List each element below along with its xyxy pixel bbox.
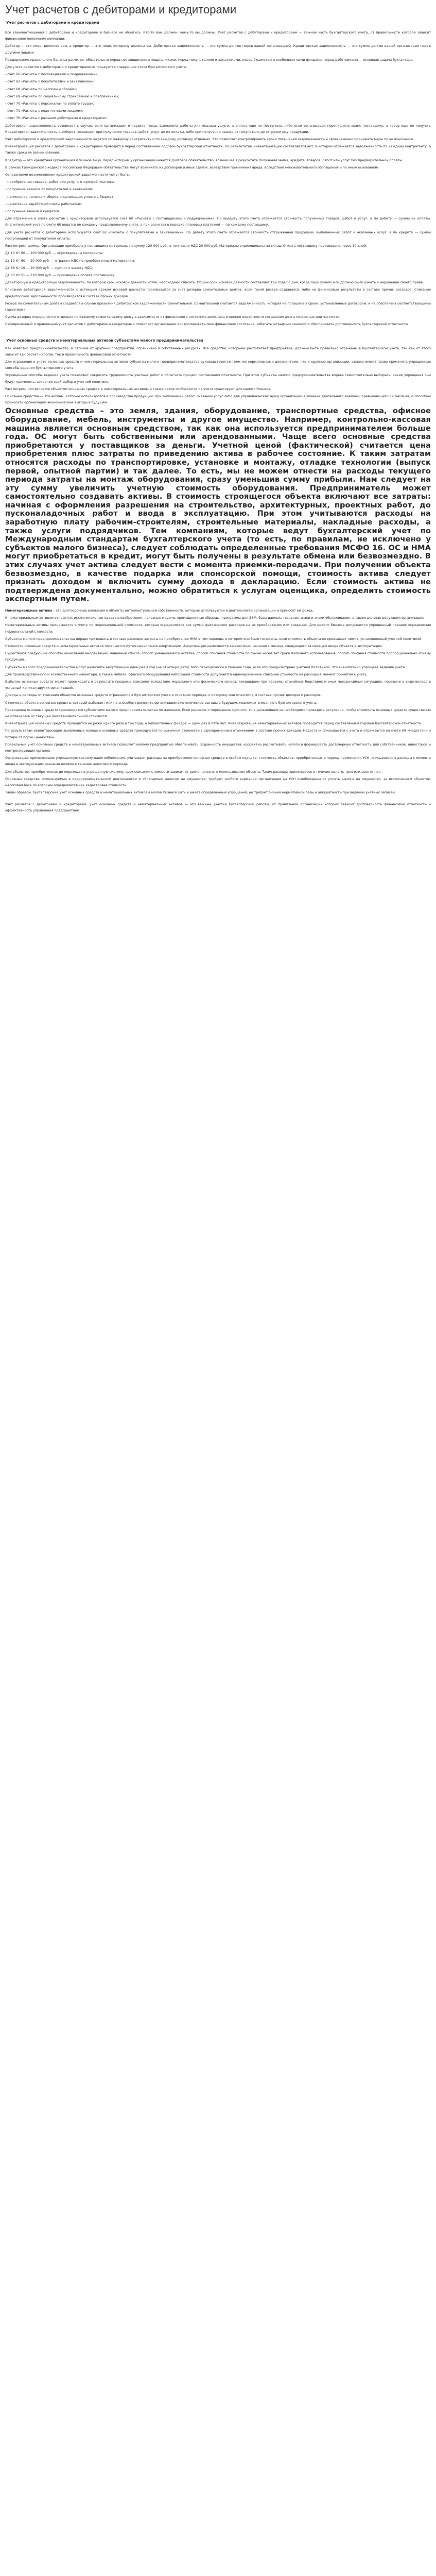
body-paragraph: Дт 60 Кт 51 — 120 000 руб. — произведена оплата поставщику. — [5, 273, 115, 277]
body-paragraph: - получение займов и кредитов. — [5, 210, 60, 214]
body-paragraph: Учет дебиторской и кредиторской задолженности ведется по каждому контрагенту и по каждому договору отдельно. Это позволяет контролировать сроки погашения задолженности и своевременно принимать меры по ее взысканию. — [5, 138, 414, 142]
body-paragraph: Выбытие основных средств может происходить в результате продажи, списания вследствие морального или физического износа, ликвидации при авариях, стихийных бедствиях и иных чрезвычайных ситуациях, передачи в виде вклада в уставный капитал других организаций. — [5, 680, 431, 690]
body-paragraph: Стоимость объекта основных средств, который выбывает или не способен приносить организации экономические выгоды в будущем, подлежит списанию с бухгалтерского учета. — [5, 701, 317, 705]
body-paragraph: Резерв по сомнительным долгам создается в случае признания дебиторской задолженности сомнительной. Сомнительной считается задолженность, которая не погашена в сроки, установленные договором, и не обеспечена соответствующими гарантиями. — [5, 301, 431, 312]
body-paragraph: По результатам инвентаризации выявленные излишки основных средств приходуются по рыночной стоимости с одновременным отражением в составе прочих доходов. Недостачи списываются с учета и отражаются на счете 94 «Недостачи и потери от порчи ценностей». — [5, 729, 431, 739]
intangible-assets-section — [5, 615, 431, 796]
body-paragraph: - счет 76 «Расчеты с разными дебиторами и кредиторами». — [5, 116, 108, 121]
highlighted-paragraph: Основные средства – это земля, здания, оборудование, транспортные средства, офисное оборудование, мебель, инструменты и другое имущество. Например, контрольно-кассовая машина является основным средством, так как она используется предпринимателем больше года. ОС могут быть собственными или арендованными. Чаще всего основные средства приобретаются у поставщиков за деньги. Учетной ценой (фактической) считается цена приобретения плюс затраты по приведению актива в рабочее состояние. К таким затратам относятся расходы по транспортировке, установке и монтажу, отладке технологии (выпуск первой, опытной партии) и так далее. То есть, мы не можем отнести на расходы текущего периода затраты на монтаж оборудования, сразу уменьшив сумму прибыли. Нам следует на эту сумму увеличить учетную стоимость оборудования. Предприниматель может самостоятельно создавать активы. В стоимость строящегося объекта включают все затраты: начиная с оформления разрешения на строительство, архитектурных, проектных работ, до пусконаладочных работ и ввода в эксплуатацию. При этом учитываются расходы на заработную плату рабочим-строителям, строительные материалы, накладные расходы, а также услуги подрядчиков. Тем компаниям, которые ведут бухгалтерский учет по Международным стандартам бухгалтерского учета (то есть, по правилам, не исключено у субъектов малого бизнеса), следует соблюдать определенные требования МСФО 16. ОС и НМА могут приобретаться в кредит, могут быть получены в результате обмена или безвозмездно. В этих случаях учет актива следует вести с момента приемки-передачи. При получении объекта безвозмездно, в качестве подарка или спонсорской помощи, стоимость актива следует признать доходом и включить сумму дохода в декларацию. Если стоимость актива не подтверждена документально, можно обратиться к услугам оценщика, определить стоимость экспертным путем. — [5, 406, 431, 604]
body-paragraph: Для учета расчетов с дебиторами и кредиторами используются следующие счета бухгалтерского учета: — [5, 65, 187, 70]
body-paragraph: Своевременный и правильный учет расчетов с дебиторами и кредиторами позволяет организации контролировать свое финансовое состояние, избегать штрафных санкций и обеспечивать достоверность бухгалтерской отчетности. — [5, 323, 409, 327]
body-paragraph: Субъекты малого предпринимательства вправе признавать в составе расходов затраты на приобретение НМА в том периоде, в котором они были понесены, если стоимость объекта не превышает лимит, установленный учетной политикой. — [5, 637, 423, 641]
body-paragraph: - счет 71 «Расчеты с подотчетными лицами»; — [5, 109, 83, 113]
body-paragraph: - приобретение товаров, работ или услуг с отсрочкой платежа; — [5, 180, 115, 184]
body-paragraph: Списание дебиторской задолженности с истекшим сроком исковой давности производится за счет резерва сомнительных долгов, если такой резерв создавался, либо на финансовые результаты в составе прочих расходов. Списание кредиторской задолженности производится в составе прочих доходов. — [5, 288, 431, 298]
fixed-assets-section — [5, 346, 431, 406]
body-paragraph: Как известно предпринимательство, в отличие от крупных предприятий, ограничено в собственных ресурсах. Все средства, которыми располагает предприятие, должны быть правильно отражены в бухгалтерском учете, так как от этого зависит как расчет налогов, так и правильность финансовой отчетности. — [5, 346, 431, 357]
body-paragraph: Инвентаризация основных средств проводится не реже одного раза в три года, а библиотечных фондов — один раз в пять лет. Инвентаризация нематериальных активов проводится перед составлением годовой бухгалтерской отчетности. — [5, 722, 422, 726]
body-paragraph: - счет 60 «Расчеты с поставщиками и подрядчиками»; — [5, 73, 99, 77]
nma-paragraph — [5, 608, 431, 614]
body-paragraph: Для отражения в учете основных средств и нематериальных активов субъекты малого предпринимательства руководствуются теми же нормативными документами, что и крупные организации, однако имеют право применять упрощенные способы ведения бухгалтерского учета. — [5, 360, 431, 370]
body-paragraph: Переоценка основных средств производится субъектами малого предпринимательства по желанию. Если решение о переоценке принято, то в дальнейшем ее необходимо проводить регулярно, чтобы стоимость основных средств существенно не отличалась от текущей (восстановительной) стоимости. — [5, 708, 431, 719]
body-paragraph: Для производственного и хозяйственного инвентаря, а также мебели, офисного оборудования небольшой стоимости допускается единовременное списание стоимости на расходы в момент принятия к учету. — [5, 672, 368, 676]
body-paragraph: Для отражения в учете расчетов с кредиторами используется счет 60 «Расчеты с поставщиками и подрядчиками». По кредиту этого счета отражается стоимость полученных товаров, работ и услуг, а по дебету — суммы их оплаты. Аналитический учет по счету 60 ведется по каждому предъявленному счету, а при расчетах в порядке плановых платежей — по каждому поставщику. — [5, 217, 431, 227]
body-paragraph: Упрощенные способы ведения учета позволяют сократить трудоемкость учетных работ и облегчить процесс составления отчетности. При этом субъекты малого предпринимательства вправе самостоятельно выбирать, какие упрощения они будут применять, закрепив свой выбор в учетной политике. — [5, 374, 431, 384]
body-paragraph: Дебиторская задолженность возникает в случае, если организация отгрузила товар, выполнила работы или оказала услуги, а оплата еще не поступила, либо если организация перечислила аванс поставщику, а товар еще не получен. Кредиторская задолженность, наоборот, возникает при получении товаров, работ, услуг до их оплаты, либо при получении аванса от покупателя до отгрузки ему продукции. — [5, 124, 431, 134]
body-paragraph: Доходы и расходы от списания объектов основных средств отражаются в бухгалтерском учете в отчетном периоде, к которому они относятся, в составе прочих доходов и расходов. — [5, 693, 321, 698]
nma-title: Нематериальные активы — [5, 609, 53, 613]
body-paragraph: Организации, применяющие упрощенную систему налогообложения, учитывают расходы на приобретение основных средств в особом порядке: стоимость объектов, приобретенных в период применения УСН, списывается в расходы с момента ввода в эксплуатацию равными долями в течение налогового периода. — [5, 756, 431, 767]
body-paragraph: - счет 70 «Расчеты с персоналом по оплате труда»; — [5, 102, 94, 106]
body-paragraph: Основные средства — это активы, которые используются в производстве продукции, при выполнении работ, оказании услуг либо для управленческих нужд организации в течение длительного времени, превышающего 12 месяцев, и способны приносить организации экономические выгоды в будущем. — [5, 394, 431, 405]
closing-paragraph: Учет расчетов с дебиторами и кредиторами, учет основных средств и нематериальных активов — это важные участки бухгалтерской работы, от правильной организации которых зависит достоверность финансовой отчетности и эффективность управления предприятием. — [5, 802, 431, 812]
body-paragraph: Дт 68 Кт 19 — 20 000 руб. — принят к вычету НДС; — [5, 266, 93, 270]
body-paragraph: Дт 10 Кт 60 — 100 000 руб. — оприходованы материалы; — [5, 251, 103, 256]
body-paragraph: Дебитор — это лицо, должное вам, а кредитор — это лицо, которому должны вы. Дебиторская задолженность — это сумма долгов перед вашей организацией. Кредиторская задолженность — это сумма долгов вашей организации перед другими лицами. — [5, 44, 431, 55]
body-paragraph: Дебиторскую и кредиторскую задолженность, по которой срок исковой давности истек, необходимо списать. Общий срок исковой давности составляет три года со дня, когда лицо узнало или должно было узнать о нарушении своего права. — [5, 281, 424, 285]
body-paragraph: - начисление заработной платы работникам; — [5, 202, 83, 206]
body-paragraph: - начисление налогов и сборов, подлежащих уплате в бюджет; — [5, 195, 115, 199]
body-paragraph: Сумма резерва определяется отдельно по каждому сомнительному долгу в зависимости от финансового состояния должника и оценки вероятности погашения долга полностью или частично. — [5, 315, 340, 319]
body-paragraph: Таким образом, бухгалтерский учет основных средств и нематериальных активов в малом бизнесе хоть и имеет определенные упрощения, но требует знания нормативной базы и аккуратности при ведении учетных записей. — [5, 791, 396, 795]
body-paragraph: Основные средства, используемые в предпринимательской деятельности и облагаемые налогом на имущество, требуют особого внимания: организации на УСН освобождены от уплаты налога на имущество, за исключением объектов, налоговая база по которым определяется как кадастровая стоимость. — [5, 777, 431, 788]
body-paragraph: - счет 62 «Расчеты с покупателями и заказчиками»; — [5, 80, 95, 84]
body-paragraph: Дт 19 Кт 60 — 20 000 руб. — отражен НДС по приобретенным материалам; — [5, 259, 135, 263]
body-paragraph: - счет 69 «Расчеты по социальному страхованию и обеспечению»; — [5, 94, 119, 98]
body-paragraph: Правильный учет основных средств и нематериальных активов позволяет малому предприятию обеспечивать сохранность имущества, корректно рассчитывать налоги и формировать достоверную отчетность для собственников, инвесторов и контролирующих органов. — [5, 742, 431, 753]
body-paragraph: Рассмотрим, что является объектом основных средств и нематериальных активов, а также какие особенности их учета существуют для малого бизнеса. — [5, 387, 272, 391]
section-heading: Учет основных средств и нематериальных активов субъектами малого предпринимательства — [6, 338, 203, 343]
article-subtitle: Учет расчетов с дебиторами и кредиторами — [6, 21, 99, 25]
nma-intro: – это долгосрочные вложения в объекты интеллектуальной собственности, которые используются в деятельности организации и приносят ей доход. — [52, 609, 314, 613]
body-paragraph: Рассмотрим пример. Организация приобрела у поставщика материалы на сумму 120 000 руб., в том числе НДС 20 000 руб. Материалы оприходованы на склад. Оплата поставщику произведена через 10 дней. — [5, 244, 367, 248]
body-paragraph: Основаниями возникновения кредиторской задолженности могут быть: — [5, 173, 130, 177]
body-paragraph: Субъекты малого предпринимательства могут начислять амортизацию один раз в год (на отчетную дату) либо периодически в течение года, если это предусмотрено учетной политикой. Это значительно упрощает ведение учета. — [5, 665, 406, 669]
page-title: Учет расчетов с дебиторами и кредиторами — [5, 3, 237, 16]
body-paragraph: - счет 68 «Расчеты по налогам и сборам»; — [5, 87, 77, 91]
body-paragraph: - получение авансов от покупателей и заказчиков; — [5, 188, 93, 192]
article-page — [0, 0, 436, 820]
spacer — [5, 798, 431, 802]
body-paragraph: Стоимость основных средств и нематериальных активов погашается путем начисления амортизации. Амортизация начисляется ежемесячно, начиная с месяца, следующего за месяцем ввода объекта в эксплуатацию. — [5, 645, 383, 649]
body-paragraph: Нематериальные активы принимаются к учету по первоначальной стоимости, которая определяется как сумма фактических расходов на их приобретение или создание. Для малого бизнеса допускается упрощенный порядок определения первоначальной стоимости. — [5, 623, 431, 634]
body-paragraph: В рамках Гражданского кодекса Российской Федерации обязательства могут возникать из договоров и иных сделок, вследствие причинения вреда, вследствие неосновательного обогащения и по иным основаниям. — [5, 165, 380, 170]
spacer — [5, 329, 431, 333]
body-paragraph: К нематериальным активам относятся: исключительные права на изобретения, полезные модели, промышленные образцы, программы для ЭВМ, базы данных, товарные знаки и знаки обслуживания, а также деловая репутация организации. — [5, 616, 425, 620]
body-paragraph: Для объектов, приобретенных до перехода на упрощенную систему, срок списания стоимости зависит от срока полезного использования объекта. Такие расходы принимаются в течение одного, трех или десяти лет. — [5, 770, 381, 774]
body-paragraph: Все взаимоотношения с дебиторами и кредиторами в бизнесе не обойтись. Кто-то вам должен, кому-то вы должны. Учет расчетов с дебиторами и кредиторами — важная часть бухгалтерского учета, от правильности которой зависит финансовое положение компании. — [5, 31, 431, 41]
body-paragraph: Инвентаризация расчетов с дебиторами и кредиторами проводится перед составлением годовой бухгалтерской отчетности. По результатам инвентаризации составляется акт, в котором отражается задолженность по каждому контрагенту, а также сроки ее возникновения. — [5, 145, 431, 155]
body-paragraph: Кредитор — это кредитная организация или иное лицо, перед которым у организации имеется долговое обязательство, возникшее в результате получения займа, кредита, товаров, работ или услуг без предварительной оплаты. — [5, 158, 404, 162]
body-paragraph: Для учета расчетов с дебиторами используется счет 62 «Расчеты с покупателями и заказчиками». По дебету этого счета отражается стоимость отгруженной продукции, выполненных работ и оказанных услуг, а по кредиту — суммы поступившей от покупателей оплаты. — [5, 230, 431, 241]
body-paragraph: Поддержание правильного баланса расчетов: обязательств перед поставщиками и подрядчиками, перед покупателями и заказчиками, перед бюджетом и внебюджетными фондами, перед работниками — основная задача бухгалтера. — [5, 58, 414, 62]
body-paragraph: Существуют следующие способы начисления амортизации: линейный способ, способ уменьшаемого остатка, способ списания стоимости по сумме чисел лет срока полезного использования, способ списания стоимости пропорционально объему продукции. — [5, 652, 431, 662]
intro-section — [5, 30, 431, 328]
